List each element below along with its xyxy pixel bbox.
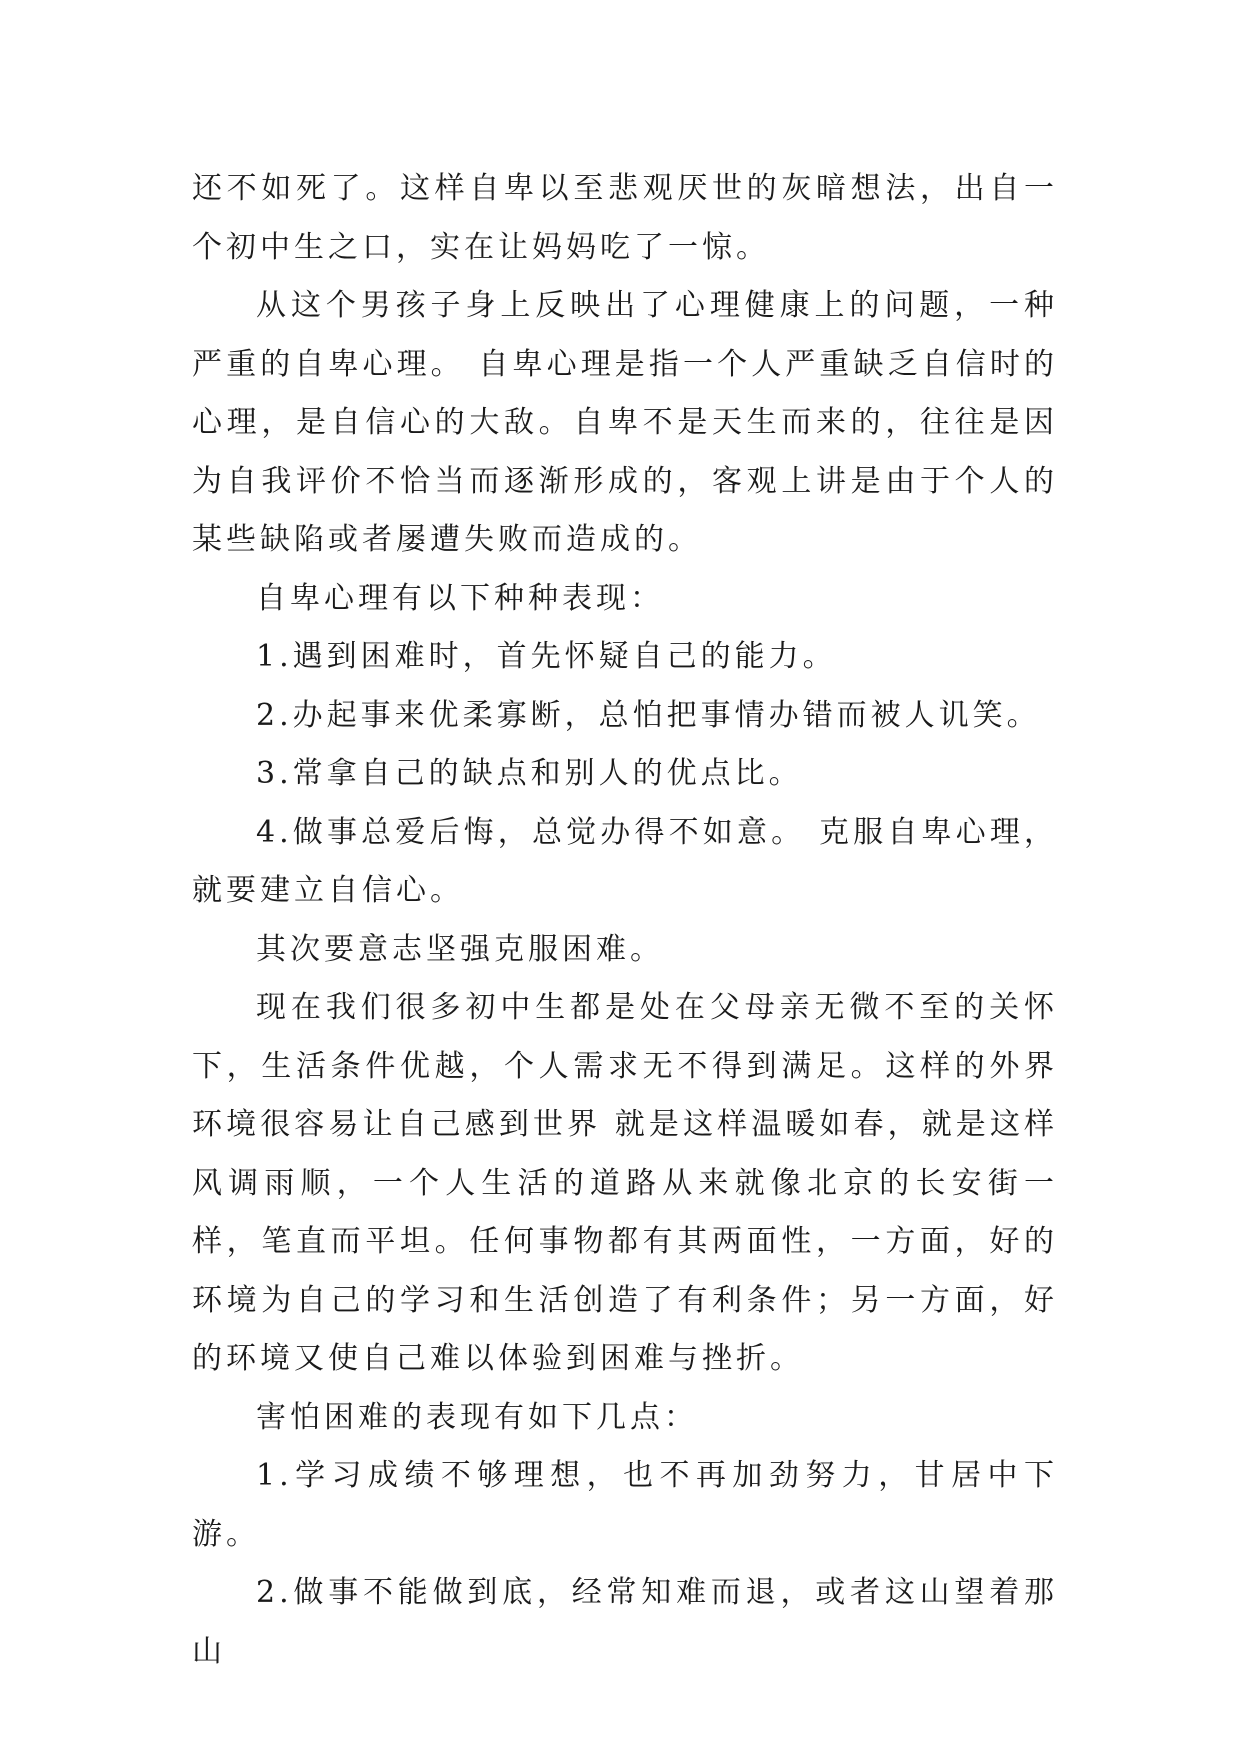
list-item-2: 2.办起事来优柔寡断，总怕把事情办错而被人讥笑。 (256, 697, 1041, 733)
list-item-5: 1.学习成绩不够理想，也不再加劲努力，甘居中下游。 (192, 1458, 1058, 1552)
paragraph-6: 害怕困难的表现有如下几点： (256, 1399, 698, 1435)
paragraph-1: 还不如死了。这样自卑以至悲观厌世的灰暗想法，出自一个初中生之口，实在让妈妈吃了一惊。 (192, 171, 1058, 265)
paragraph-3: 自卑心理有以下种种表现： (256, 580, 664, 616)
document-page (192, 160, 1058, 1681)
list-item-1: 1.遇到困难时，首先怀疑自己的能力。 (256, 639, 837, 674)
paragraph-4: 其次要意志坚强克服困难。 (256, 931, 664, 967)
paragraph-2: 从这个男孩子身上反映出了心理健康上的问题，一种严重的自卑心理。 自卑心理是指一个人严重缺乏自信时的心理，是自信心的大敌。自卑不是天生而来的，往往是因为自我评价不恰当而逐渐形成的，客观上讲是由于个人的某些缺陷或者屡遭失败而造成的。 (192, 288, 1058, 557)
list-item-4: 4.做事总爱后悔，总觉办得不如意。 克服自卑心理，就要建立自信心。 (192, 814, 1058, 908)
list-item-6: 2.做事不能做到底，经常知难而退，或者这山望着那山 (192, 1575, 1058, 1669)
list-item-3: 3.常拿自己的缺点和别人的优点比。 (256, 756, 803, 791)
paragraph-5: 现在我们很多初中生都是处在父母亲无微不至的关怀下，生活条件优越，个人需求无不得到满足。这样的外界环境很容易让自己感到世界 就是这样温暖如春，就是这样风调雨顺，一个人生活的道路从来就像北京的长安街一样，笔直而平坦。任何事物都有其两面性，一方面，好的环境为自己的学习和生活创造了有利条件；另一方面，好的环境又使自己难以体验到困难与挫折。 (192, 990, 1058, 1376)
